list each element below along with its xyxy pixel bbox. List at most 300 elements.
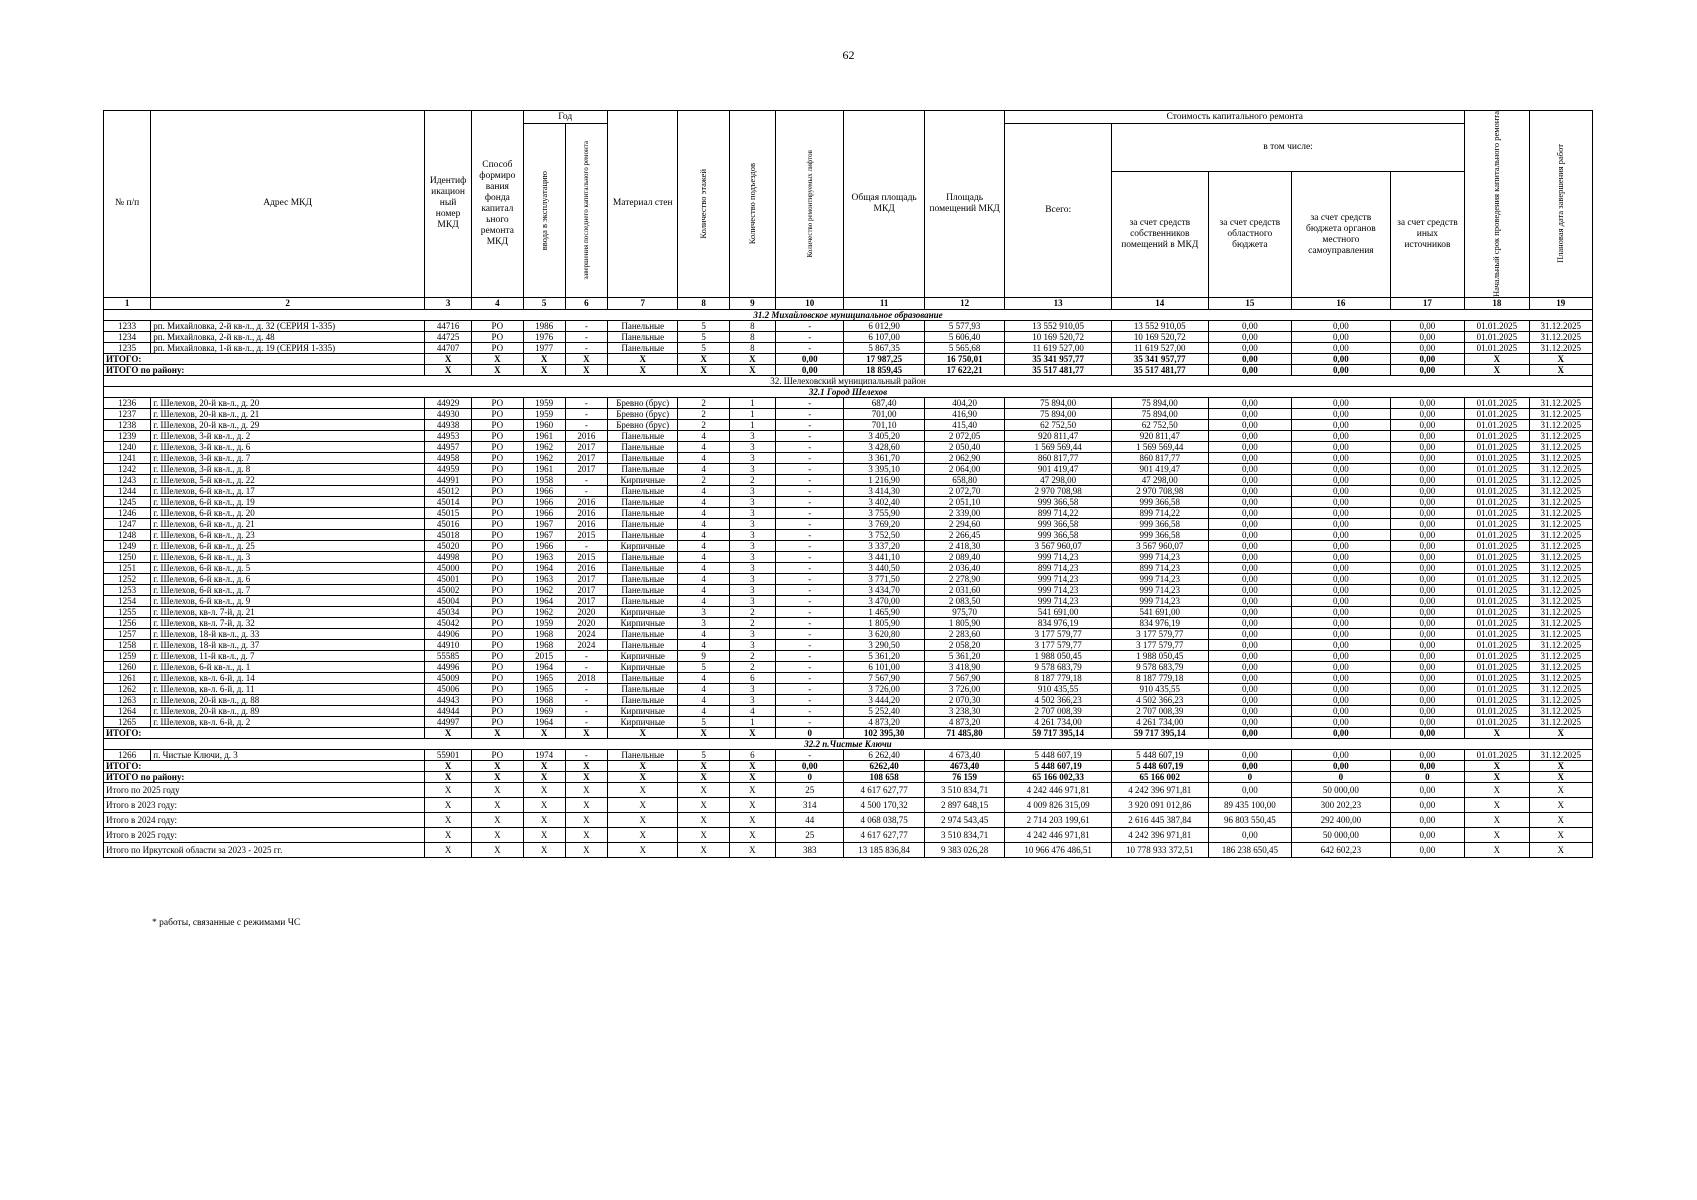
table-cell: X — [608, 727, 678, 738]
table-cell: X — [565, 797, 607, 812]
table-cell: 01.01.2025 — [1465, 331, 1529, 342]
table-cell: 2016 — [565, 496, 607, 507]
table-cell: - — [775, 672, 843, 683]
table-cell: X — [523, 797, 565, 812]
table-cell: 1236 — [104, 397, 151, 408]
header-other-sources: за счет средств иных источников — [1390, 172, 1464, 298]
table-cell: Панельные — [608, 584, 678, 595]
table-cell: РО — [472, 694, 523, 705]
total-row — [104, 760, 1593, 771]
table-cell: Панельные — [608, 639, 678, 650]
table-cell: г. Шелехов, 3-й кв-л., д. 2 — [151, 430, 425, 441]
table-cell: 2017 — [565, 595, 607, 606]
table-cell: 0,00 — [1208, 408, 1292, 419]
header-entrances: Количество подъездов — [746, 163, 757, 245]
table-cell: X — [424, 364, 471, 375]
table-cell: 1256 — [104, 617, 151, 628]
table-cell: РО — [472, 342, 523, 353]
header-elevators: Количество ремонтируемых лифтов — [805, 150, 814, 258]
table-cell: 687,40 — [844, 397, 924, 408]
total-row — [104, 797, 1593, 812]
header-local-budget: за счет средств бюджета органов местного самоуправления — [1292, 172, 1391, 298]
table-cell: - — [775, 441, 843, 452]
table-cell: г. Шелехов, 3-й кв-л., д. 6 — [151, 441, 425, 452]
table-cell: 31.12.2025 — [1529, 749, 1592, 760]
table-cell: 44943 — [424, 694, 471, 705]
table-cell: 2 — [678, 408, 729, 419]
table-cell: 4 — [678, 518, 729, 529]
table-cell: 2 — [678, 397, 729, 408]
table-cell: - — [565, 749, 607, 760]
table-cell: - — [775, 397, 843, 408]
table-cell: X — [1529, 797, 1592, 812]
table-cell: 383 — [775, 842, 843, 857]
table-cell: 44725 — [424, 331, 471, 342]
table-cell: Панельные — [608, 551, 678, 562]
column-number: 17 — [1390, 297, 1464, 309]
total-label: ИТОГО: — [104, 353, 425, 364]
table-cell: 3 769,20 — [844, 518, 924, 529]
table-cell: 45002 — [424, 584, 471, 595]
table-cell: X — [1465, 782, 1529, 797]
table-cell: Кирпичные — [608, 540, 678, 551]
table-cell: 2 072,05 — [924, 430, 1004, 441]
table-cell: 59 717 395,14 — [1005, 727, 1112, 738]
table-cell: 9 — [678, 650, 729, 661]
table-cell: 3 510 834,71 — [924, 782, 1004, 797]
table-cell: - — [775, 408, 843, 419]
total-row — [104, 782, 1593, 797]
table-cell: - — [775, 529, 843, 540]
table-cell: 0,00 — [1390, 364, 1464, 375]
table-cell: 4673,40 — [924, 760, 1004, 771]
table-cell: г. Шелехов, 20-й кв-л., д. 88 — [151, 694, 425, 705]
table-cell: 186 238 650,45 — [1208, 842, 1292, 857]
table-cell: 4 — [678, 595, 729, 606]
table-cell: 0,00 — [1208, 617, 1292, 628]
table-cell: X — [608, 842, 678, 857]
table-cell: 1241 — [104, 452, 151, 463]
table-cell: X — [472, 827, 523, 842]
table-cell: X — [1465, 771, 1529, 782]
table-cell: 16 750,01 — [924, 353, 1004, 364]
table-cell: 1246 — [104, 507, 151, 518]
table-cell: X — [729, 771, 775, 782]
table-cell: 2 970 708,98 — [1005, 485, 1112, 496]
table-cell: 2017 — [565, 452, 607, 463]
table-cell: 2 089,40 — [924, 551, 1004, 562]
table-cell: 3 510 834,71 — [924, 827, 1004, 842]
table-cell: X — [1529, 771, 1592, 782]
table-cell: 0,00 — [1390, 628, 1464, 639]
table-row — [104, 507, 1593, 518]
table-cell: - — [775, 518, 843, 529]
table-cell: Бревно (брус) — [608, 408, 678, 419]
table-cell: 0,00 — [1390, 573, 1464, 584]
table-cell: - — [565, 331, 607, 342]
table-cell: 0,00 — [1208, 485, 1292, 496]
table-cell: 3 — [729, 639, 775, 650]
table-cell: 01.01.2025 — [1465, 606, 1529, 617]
table-cell: X — [608, 812, 678, 827]
table-cell: 292 400,00 — [1292, 812, 1391, 827]
table-cell: 31.12.2025 — [1529, 463, 1592, 474]
table-cell: 31.12.2025 — [1529, 430, 1592, 441]
table-cell: 6 — [729, 672, 775, 683]
capital-repair-table-container — [103, 110, 1593, 858]
table-cell: 65 166 002 — [1112, 771, 1209, 782]
table-cell: 4 — [678, 463, 729, 474]
table-cell: 4 617 627,77 — [844, 827, 924, 842]
table-cell: 0,00 — [1390, 320, 1464, 331]
section-heading-row — [104, 309, 1593, 320]
table-cell: 01.01.2025 — [1465, 408, 1529, 419]
table-cell: 0,00 — [1208, 419, 1292, 430]
table-cell: 1249 — [104, 540, 151, 551]
table-cell: 01.01.2025 — [1465, 628, 1529, 639]
table-cell: 3 434,70 — [844, 584, 924, 595]
table-cell: 0,00 — [1208, 573, 1292, 584]
table-cell: X — [565, 727, 607, 738]
table-cell: 1963 — [523, 551, 565, 562]
table-cell: 2024 — [565, 639, 607, 650]
table-cell: X — [608, 782, 678, 797]
table-cell: 0,00 — [1292, 727, 1391, 738]
table-cell: 404,20 — [924, 397, 1004, 408]
table-cell: г. Шелехов, кв-л. 7-й, д. 21 — [151, 606, 425, 617]
table-cell: 31.12.2025 — [1529, 320, 1592, 331]
table-cell: X — [523, 771, 565, 782]
table-cell: 1234 — [104, 331, 151, 342]
table-cell: 3 — [729, 518, 775, 529]
table-cell: X — [1529, 842, 1592, 857]
table-cell: 4 617 627,77 — [844, 782, 924, 797]
table-cell: 0,00 — [1208, 727, 1292, 738]
table-cell: 35 517 481,77 — [1005, 364, 1112, 375]
table-cell: - — [775, 485, 843, 496]
table-row — [104, 562, 1593, 573]
table-cell: 2 974 543,45 — [924, 812, 1004, 827]
table-cell: 0,00 — [1390, 683, 1464, 694]
table-cell: - — [565, 342, 607, 353]
table-cell: 0,00 — [1208, 584, 1292, 595]
table-cell: 0,00 — [1390, 705, 1464, 716]
table-cell: 2 072,70 — [924, 485, 1004, 496]
table-cell: 860 817,77 — [1005, 452, 1112, 463]
table-cell: 0,00 — [1292, 342, 1391, 353]
table-cell: 0,00 — [1292, 353, 1391, 364]
table-cell: 0,00 — [1208, 749, 1292, 760]
total-label: ИТОГО по району: — [104, 364, 425, 375]
table-cell: 31.12.2025 — [1529, 562, 1592, 573]
table-cell: 0,00 — [1292, 716, 1391, 727]
table-cell: 3 361,70 — [844, 452, 924, 463]
table-cell: 1961 — [523, 463, 565, 474]
table-cell: - — [565, 694, 607, 705]
table-cell: 0,00 — [1390, 408, 1464, 419]
table-cell: 0,00 — [1390, 617, 1464, 628]
table-cell: 1968 — [523, 639, 565, 650]
table-cell: X — [1465, 812, 1529, 827]
table-cell: 4 242 396 971,81 — [1112, 782, 1209, 797]
table-cell: 01.01.2025 — [1465, 529, 1529, 540]
table-cell: 0,00 — [1292, 683, 1391, 694]
table-cell: 31.12.2025 — [1529, 705, 1592, 716]
table-cell: 9 578 683,79 — [1112, 661, 1209, 672]
table-cell: 4 009 826 315,09 — [1005, 797, 1112, 812]
table-row — [104, 595, 1593, 606]
table-cell: 01.01.2025 — [1465, 705, 1529, 716]
table-cell: Панельные — [608, 518, 678, 529]
table-cell: 50 000,00 — [1292, 782, 1391, 797]
table-cell: 01.01.2025 — [1465, 452, 1529, 463]
total-row — [104, 364, 1593, 375]
table-cell: 44716 — [424, 320, 471, 331]
table-cell: Панельные — [608, 749, 678, 760]
table-cell: Панельные — [608, 496, 678, 507]
table-cell: 45000 — [424, 562, 471, 573]
table-cell: Панельные — [608, 562, 678, 573]
table-cell: 0,00 — [1208, 716, 1292, 727]
table-cell: рп. Михайловка, 1-й кв-л., д. 19 (СЕРИЯ 1-335) — [151, 342, 425, 353]
table-cell: 13 552 910,05 — [1005, 320, 1112, 331]
table-cell: 0,00 — [1208, 827, 1292, 842]
header-total-area: Общая площадь МКД — [844, 111, 924, 298]
table-cell: 44998 — [424, 551, 471, 562]
table-cell: 0,00 — [1390, 551, 1464, 562]
table-cell: 31.12.2025 — [1529, 419, 1592, 430]
table-cell: 5 448 607,19 — [1005, 760, 1112, 771]
table-cell: 1966 — [523, 496, 565, 507]
table-cell: 10 778 933 372,51 — [1112, 842, 1209, 857]
table-cell: 2 050,40 — [924, 441, 1004, 452]
table-cell: 7 567,90 — [844, 672, 924, 683]
table-cell: 1961 — [523, 430, 565, 441]
table-cell: 1 465,90 — [844, 606, 924, 617]
header-premises-area: Площадь помещений МКД — [924, 111, 1004, 298]
table-row — [104, 463, 1593, 474]
table-cell: X — [1465, 827, 1529, 842]
table-cell: 0,00 — [1208, 463, 1292, 474]
table-cell: 0,00 — [1292, 474, 1391, 485]
table-cell: 0,00 — [1208, 430, 1292, 441]
table-cell: 0,00 — [1208, 397, 1292, 408]
table-cell: 0,00 — [1208, 364, 1292, 375]
table-row — [104, 628, 1593, 639]
table-cell: X — [1465, 842, 1529, 857]
table-cell: 3 — [678, 617, 729, 628]
table-cell: 96 803 550,45 — [1208, 812, 1292, 827]
table-cell: X — [678, 797, 729, 812]
table-cell: 2017 — [565, 463, 607, 474]
table-cell: 2 278,90 — [924, 573, 1004, 584]
table-cell: 1235 — [104, 342, 151, 353]
table-cell: 3 428,60 — [844, 441, 924, 452]
table-cell: - — [775, 342, 843, 353]
table-cell: 1247 — [104, 518, 151, 529]
table-cell: 11 619 527,00 — [1005, 342, 1112, 353]
table-cell: 4 — [678, 540, 729, 551]
table-cell: X — [608, 771, 678, 782]
table-cell: 0,00 — [1390, 342, 1464, 353]
table-cell: 3 — [729, 430, 775, 441]
table-cell: Панельные — [608, 430, 678, 441]
table-cell: - — [775, 595, 843, 606]
table-cell: X — [1465, 797, 1529, 812]
table-cell: 1964 — [523, 595, 565, 606]
column-number: 8 — [678, 297, 729, 309]
footnote: * работы, связанные с режимами ЧС — [152, 918, 301, 928]
table-cell: 2018 — [565, 672, 607, 683]
header-year-last-repair: завершения последнего капитального ремонта — [582, 141, 591, 280]
table-cell: 0 — [1208, 771, 1292, 782]
table-cell: 6262,40 — [844, 760, 924, 771]
table-cell: 3 177 579,77 — [1005, 639, 1112, 650]
table-cell: - — [775, 606, 843, 617]
table-cell: 0,00 — [1390, 827, 1464, 842]
table-cell: 975,70 — [924, 606, 1004, 617]
table-cell: 65 166 002,33 — [1005, 771, 1112, 782]
table-cell: 2 — [729, 606, 775, 617]
table-cell: РО — [472, 463, 523, 474]
table-cell: г. Шелехов, кв-л. 6-й, д. 2 — [151, 716, 425, 727]
table-cell: 701,00 — [844, 408, 924, 419]
section-heading: 32. Шелеховский муниципальный район — [104, 375, 1593, 386]
table-cell: 0,00 — [1390, 463, 1464, 474]
table-cell: 2 — [729, 661, 775, 672]
table-cell: 71 485,80 — [924, 727, 1004, 738]
table-cell: Панельные — [608, 628, 678, 639]
table-cell: X — [678, 353, 729, 364]
table-row — [104, 694, 1593, 705]
table-cell: 2017 — [565, 573, 607, 584]
column-number: 2 — [151, 297, 425, 309]
table-cell: 0,00 — [1390, 397, 1464, 408]
table-cell: 0,00 — [1208, 320, 1292, 331]
table-cell: 31.12.2025 — [1529, 496, 1592, 507]
table-cell: 45018 — [424, 529, 471, 540]
table-cell: 1239 — [104, 430, 151, 441]
table-cell: 25 — [775, 782, 843, 797]
table-cell: 4 673,40 — [924, 749, 1004, 760]
table-cell: 4 — [678, 529, 729, 540]
table-cell: 3 444,20 — [844, 694, 924, 705]
table-cell: 3 726,00 — [924, 683, 1004, 694]
table-cell: 2015 — [523, 650, 565, 661]
table-cell: 2 283,60 — [924, 628, 1004, 639]
table-cell: X — [1529, 364, 1592, 375]
table-cell: 31.12.2025 — [1529, 342, 1592, 353]
table-cell: 2 970 708,98 — [1112, 485, 1209, 496]
table-cell: 5 — [678, 342, 729, 353]
table-cell: 108 658 — [844, 771, 924, 782]
table-cell: X — [565, 842, 607, 857]
table-cell: 999 714,23 — [1112, 584, 1209, 595]
table-cell: 2 070,30 — [924, 694, 1004, 705]
table-cell: 0,00 — [775, 364, 843, 375]
table-cell: 1 805,90 — [924, 617, 1004, 628]
table-cell: 17 987,25 — [844, 353, 924, 364]
table-cell: 4 — [678, 683, 729, 694]
table-cell: РО — [472, 540, 523, 551]
table-cell: 6 262,40 — [844, 749, 924, 760]
table-cell: X — [729, 760, 775, 771]
table-row — [104, 749, 1593, 760]
table-cell: 920 811,47 — [1005, 430, 1112, 441]
table-cell: 3 — [729, 562, 775, 573]
table-cell: 1238 — [104, 419, 151, 430]
table-row — [104, 331, 1593, 342]
table-cell: 1962 — [523, 606, 565, 617]
header-regional-budget: за счет средств областного бюджета — [1208, 172, 1292, 298]
table-cell: 31.12.2025 — [1529, 529, 1592, 540]
table-row — [104, 672, 1593, 683]
table-cell: 5 577,93 — [924, 320, 1004, 331]
table-cell: г. Шелехов, 20-й кв-л., д. 20 — [151, 397, 425, 408]
table-cell: 44996 — [424, 661, 471, 672]
table-cell: 01.01.2025 — [1465, 617, 1529, 628]
header-cost-total: Всего: — [1005, 124, 1112, 298]
table-cell: 300 202,23 — [1292, 797, 1391, 812]
table-cell: 1 216,90 — [844, 474, 924, 485]
table-cell: - — [775, 430, 843, 441]
table-cell: 658,80 — [924, 474, 1004, 485]
table-cell: 44953 — [424, 430, 471, 441]
table-cell: - — [565, 320, 607, 331]
table-cell: 59 717 395,14 — [1112, 727, 1209, 738]
table-cell: 89 435 100,00 — [1208, 797, 1292, 812]
table-cell: 2 064,00 — [924, 463, 1004, 474]
table-cell: - — [775, 694, 843, 705]
table-cell: 0,00 — [1292, 485, 1391, 496]
table-cell: X — [472, 353, 523, 364]
table-cell: 0,00 — [1208, 529, 1292, 540]
table-cell: г. Шелехов, 6-й кв-л., д. 21 — [151, 518, 425, 529]
table-cell: 2016 — [565, 518, 607, 529]
table-cell: 5 — [678, 331, 729, 342]
table-cell: - — [775, 452, 843, 463]
table-cell: 9 578 683,79 — [1005, 661, 1112, 672]
table-cell: 5 252,40 — [844, 705, 924, 716]
table-cell: 0,00 — [1390, 812, 1464, 827]
total-row — [104, 353, 1593, 364]
table-cell: 2 083,50 — [924, 595, 1004, 606]
table-cell: 0 — [775, 727, 843, 738]
table-cell: 31.12.2025 — [1529, 408, 1592, 419]
table-cell: - — [565, 419, 607, 430]
table-cell: 3 470,00 — [844, 595, 924, 606]
section-heading-row — [104, 375, 1593, 386]
table-cell: 3 — [729, 595, 775, 606]
table-cell: X — [729, 827, 775, 842]
table-cell: X — [472, 364, 523, 375]
table-cell: X — [523, 727, 565, 738]
table-cell: 01.01.2025 — [1465, 639, 1529, 650]
header-including: в том числе: — [1112, 124, 1465, 172]
table-cell: X — [608, 353, 678, 364]
table-cell: 1260 — [104, 661, 151, 672]
table-cell: 0,00 — [1390, 540, 1464, 551]
table-cell: 45020 — [424, 540, 471, 551]
table-cell: 0,00 — [1292, 364, 1391, 375]
table-cell: 3 405,20 — [844, 430, 924, 441]
table-cell: 0,00 — [1292, 595, 1391, 606]
table-cell: 5 448 607,19 — [1005, 749, 1112, 760]
table-cell: 01.01.2025 — [1465, 430, 1529, 441]
table-cell: 0,00 — [1208, 331, 1292, 342]
table-cell: 0,00 — [1208, 683, 1292, 694]
column-number: 7 — [608, 297, 678, 309]
